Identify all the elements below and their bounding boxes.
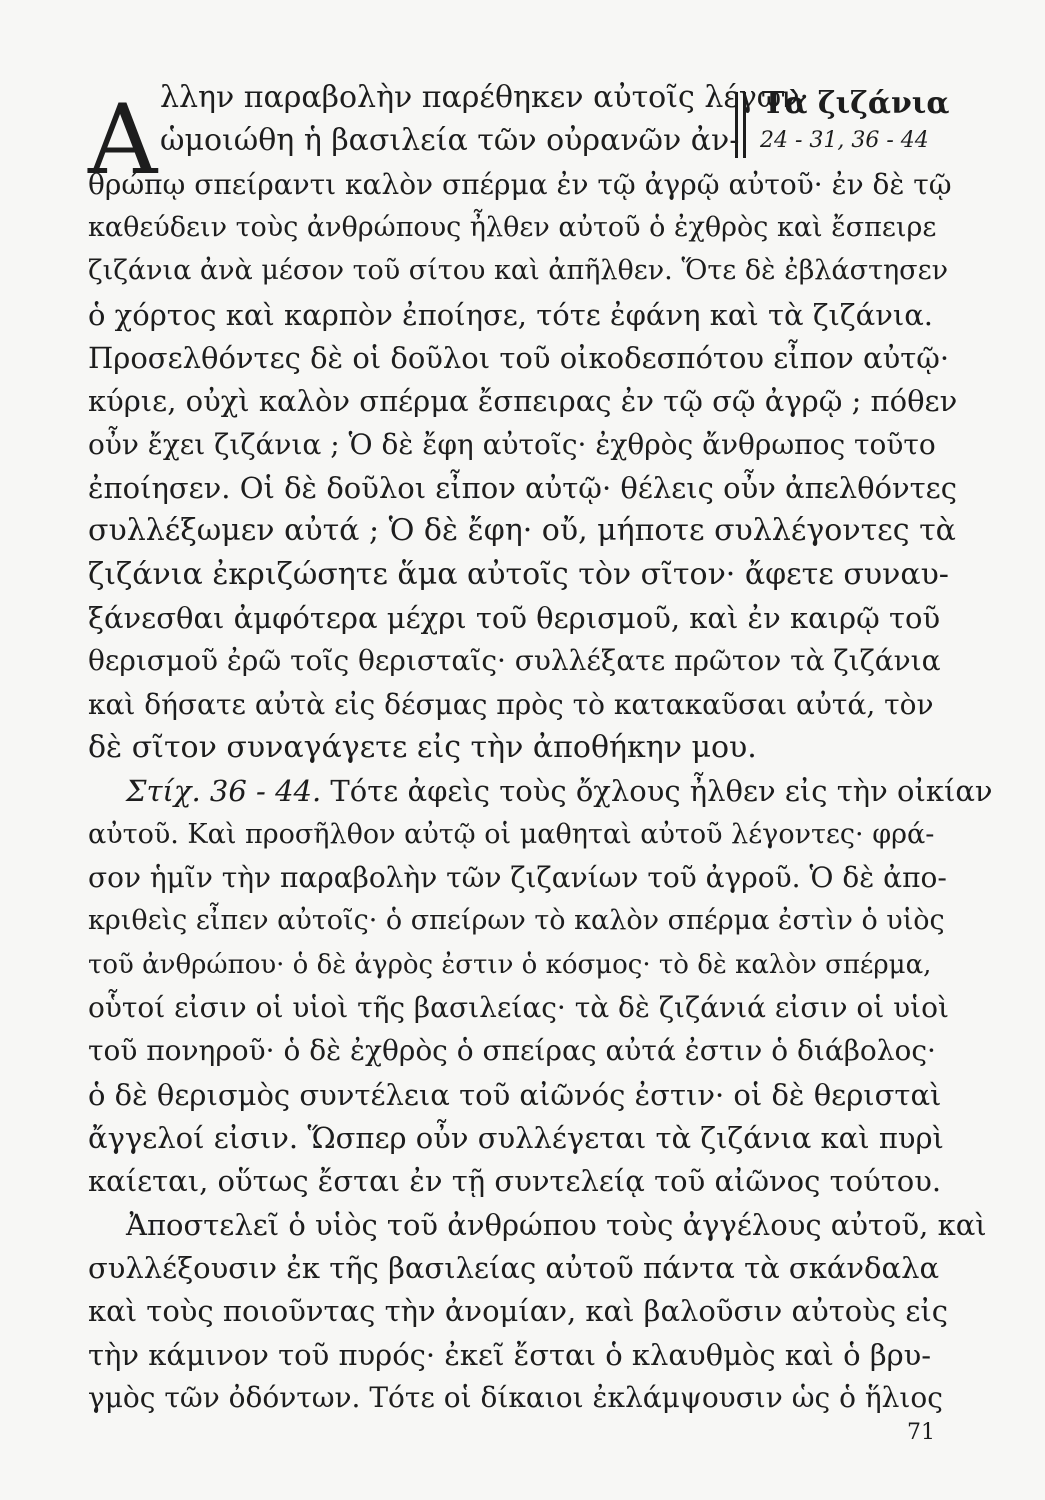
text-line: σον ἡμῖν τὴν παραβολὴν τῶν ζιζανίων τοῦ ἀγροῦ. Ὁ δὲ ἀπο- [88,861,947,894]
margin-title: Τὰ ζιζάνια [762,86,950,121]
text-line: καθεύδειν τοὺς ἀνθρώπους ἦλθεν αὐτοῦ ὁ ἐχθρὸς καὶ ἔσπειρε [88,212,937,243]
text-line: καὶ τοὺς ποιοῦντας τὴν ἀνομίαν, καὶ βαλοῦσιν αὐτοὺς εἰς [88,1294,948,1328]
text-line: καὶ δήσατε αὐτὰ εἰς δέσμας πρὸς τὸ κατακαῦσαι αὐτά, τὸν [88,688,934,721]
text-line: κύριε, οὐχὶ καλὸν σπέρμα ἔσπειρας ἐν τῷ σῷ ἀγρῷ ; πόθεν [88,384,958,418]
text-line: θερισμοῦ ἐρῶ τοῖς θερισταῖς· συλλέξατε πρῶτον τὰ ζιζάνια [88,644,941,677]
drop-cap: Α [88,84,158,196]
text-line: Προσελθόντες δὲ οἱ δοῦλοι τοῦ οἰκοδεσπότου εἶπον αὐτῷ· [88,341,950,375]
text-line: τὴν κάμινον τοῦ πυρός· ἐκεῖ ἔσται ὁ κλαυθμὸς καὶ ὁ βρυ- [88,1338,932,1372]
text-line: γμὸς τῶν ὀδόντων. Τότε οἱ δίκαιοι ἐκλάμψουσιν ὡς ὁ ἥλιος [88,1381,943,1414]
verse-line [126,773,993,809]
text-line: οὖν ἔχει ζιζάνια ; Ὁ δὲ ἔφη αὐτοῖς· ἐχθρὸς ἄνθρωπος τοῦτο [88,428,936,461]
text-line: ὁ χόρτος καὶ καρπὸν ἐποίησε, τότε ἐφάνη καὶ τὰ ζιζάνια. [88,298,934,332]
text-line: λλην παραβολὴν παρέθηκεν αὐτοῖς λέγων· [160,80,810,115]
verse-line-text: Τότε ἀφεὶς τοὺς ὄχλους ἦλθεν εἰς τὴν οἰκίαν [330,774,993,808]
text-line: ἄγγελοί εἰσιν. Ὥσπερ οὖν συλλέγεται τὰ ζιζάνια καὶ πυρὶ [88,1121,944,1155]
margin-reference: 24 - 31, 36 - 44 [760,128,929,153]
text-line: ζιζάνια ἐκριζώσητε ἅμα αὐτοῖς τὸν σῖτον· ἄφετε συναυ- [88,557,949,592]
text-line: τοῦ ἀνθρώπου· ὁ δὲ ἀγρὸς ἐστιν ὁ κόσμος· τὸ δὲ καλὸν σπέρμα, [88,950,932,980]
text-line: τοῦ πονηροῦ· ὁ δὲ ἐχθρὸς ὁ σπείρας αὐτά ἐστιν ὁ διάβολος· [88,1034,936,1067]
text-line: κριθεὶς εἶπεν αὐτοῖς· ὁ σπείρων τὸ καλὸν σπέρμα ἐστὶν ὁ υἱὸς [88,905,945,936]
text-line: συλλέξωμεν αὐτά ; Ὁ δὲ ἔφη· οὔ, μήποτε συλλέγοντες τὰ [88,513,956,548]
text-line: αὐτοῦ. Καὶ προσῆλθον αὐτῷ οἱ μαθηταὶ αὐτοῦ λέγοντες· φρά- [88,819,935,850]
text-line: ὁ δὲ θερισμὸς συντέλεια τοῦ αἰῶνός ἐστιν· οἱ δὲ θερισταὶ [88,1078,942,1112]
text-line: συλλέξουσιν ἐκ τῆς βασιλείας αὐτοῦ πάντα τὰ σκάνδαλα [88,1251,940,1285]
text-line: ξάνεσθαι ἀμφότερα μέχρι τοῦ θερισμοῦ, καὶ ἐν καιρῷ τοῦ [88,601,941,635]
page-number: 71 [907,1420,935,1445]
text-line: Ἀποστελεῖ ὁ υἱὸς τοῦ ἀνθρώπου τοὺς ἀγγέλους αὐτοῦ, καὶ [126,1208,987,1242]
text-line: οὗτοί εἰσιν οἱ υἱοὶ τῆς βασιλείας· τὰ δὲ ζιζάνιά εἰσιν οἱ υἱοὶ [88,991,949,1024]
text-line: δὲ σῖτον συναγάγετε εἰς τὴν ἀποθήκην μου. [88,730,757,765]
text-line: ἐποίησεν. Οἱ δὲ δοῦλοι εἶπον αὐτῷ· θέλεις οὖν ἀπελθόντες [88,471,957,505]
text-line: θρώπῳ σπείραντι καλὸν σπέρμα ἐν τῷ ἀγρῷ αὐτοῦ· ἐν δὲ τῷ [88,168,952,201]
text-line: ζιζάνια ἀνὰ μέσον τοῦ σίτου καὶ ἀπῆλθεν. Ὅτε δὲ ἐβλάστησεν [88,255,949,286]
text-line: καίεται, οὕτως ἔσται ἐν τῇ συντελείᾳ τοῦ αἰῶνος τούτου. [88,1164,942,1198]
verse-reference: Στίχ. 36 - 44. [126,774,322,808]
text-line: ὡμοιώθη ἡ βασιλεία τῶν οὐρανῶν ἀν- [160,123,740,158]
